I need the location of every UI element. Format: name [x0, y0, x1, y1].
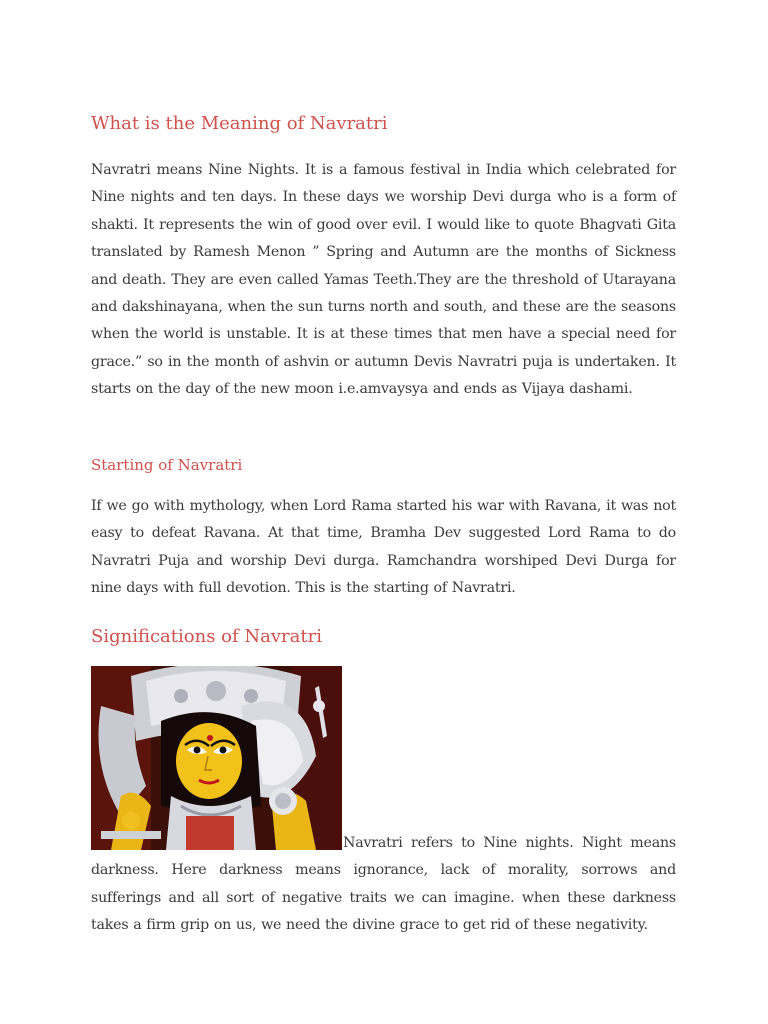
paragraph-significations	[91, 830, 676, 940]
section-heading-meaning: What is the Meaning of Navratri	[91, 113, 388, 134]
paragraph-meaning: Navratri means Nine Nights. It is a famous festival in India which celebrated for Nine nights and ten days. In these days we worship Devi durga who is a form of shakti. It represents the win of good over evil. I would like to quote Bhagvati Gita translated by Ramesh Menon ” Spring and Autumn are the months of Sickness and death. They are even called Yamas Teeth.They are the threshold of Utarayana and dakshinayana, when the sun turns north and south, and these are the seasons when the world is unstable. It is at these times that men have a special need for grace.” so in the month of ashvin or autumn Devis Navratri puja is undertaken. It starts on the day of the new moon i.e.amvaysya and ends as Vijaya dashami.	[91, 162, 676, 398]
section-heading-significations: Significations of Navratri	[91, 626, 322, 647]
durga-idol-photo	[91, 666, 342, 850]
section-heading-starting: Starting of Navratri	[91, 456, 243, 474]
paragraph-significations-text: Navratri refers to Nine nights. Night means darkness. Here darkness means ignorance, lack of morality, sorrows and sufferings and all sort of negative traits we can imagine. when these darkness takes a firm grip on us, we need the divine grace to get rid of these negativity.	[91, 835, 676, 934]
paragraph-starting: If we go with mythology, when Lord Rama started his war with Ravana, it was not easy to defeat Ravana. At that time, Bramha Dev suggested Lord Rama to do Navratri Puja and worship Devi durga. Ramchandra worshiped Devi Durga for nine days with full devotion. This is the starting of Navratri.	[91, 498, 676, 597]
